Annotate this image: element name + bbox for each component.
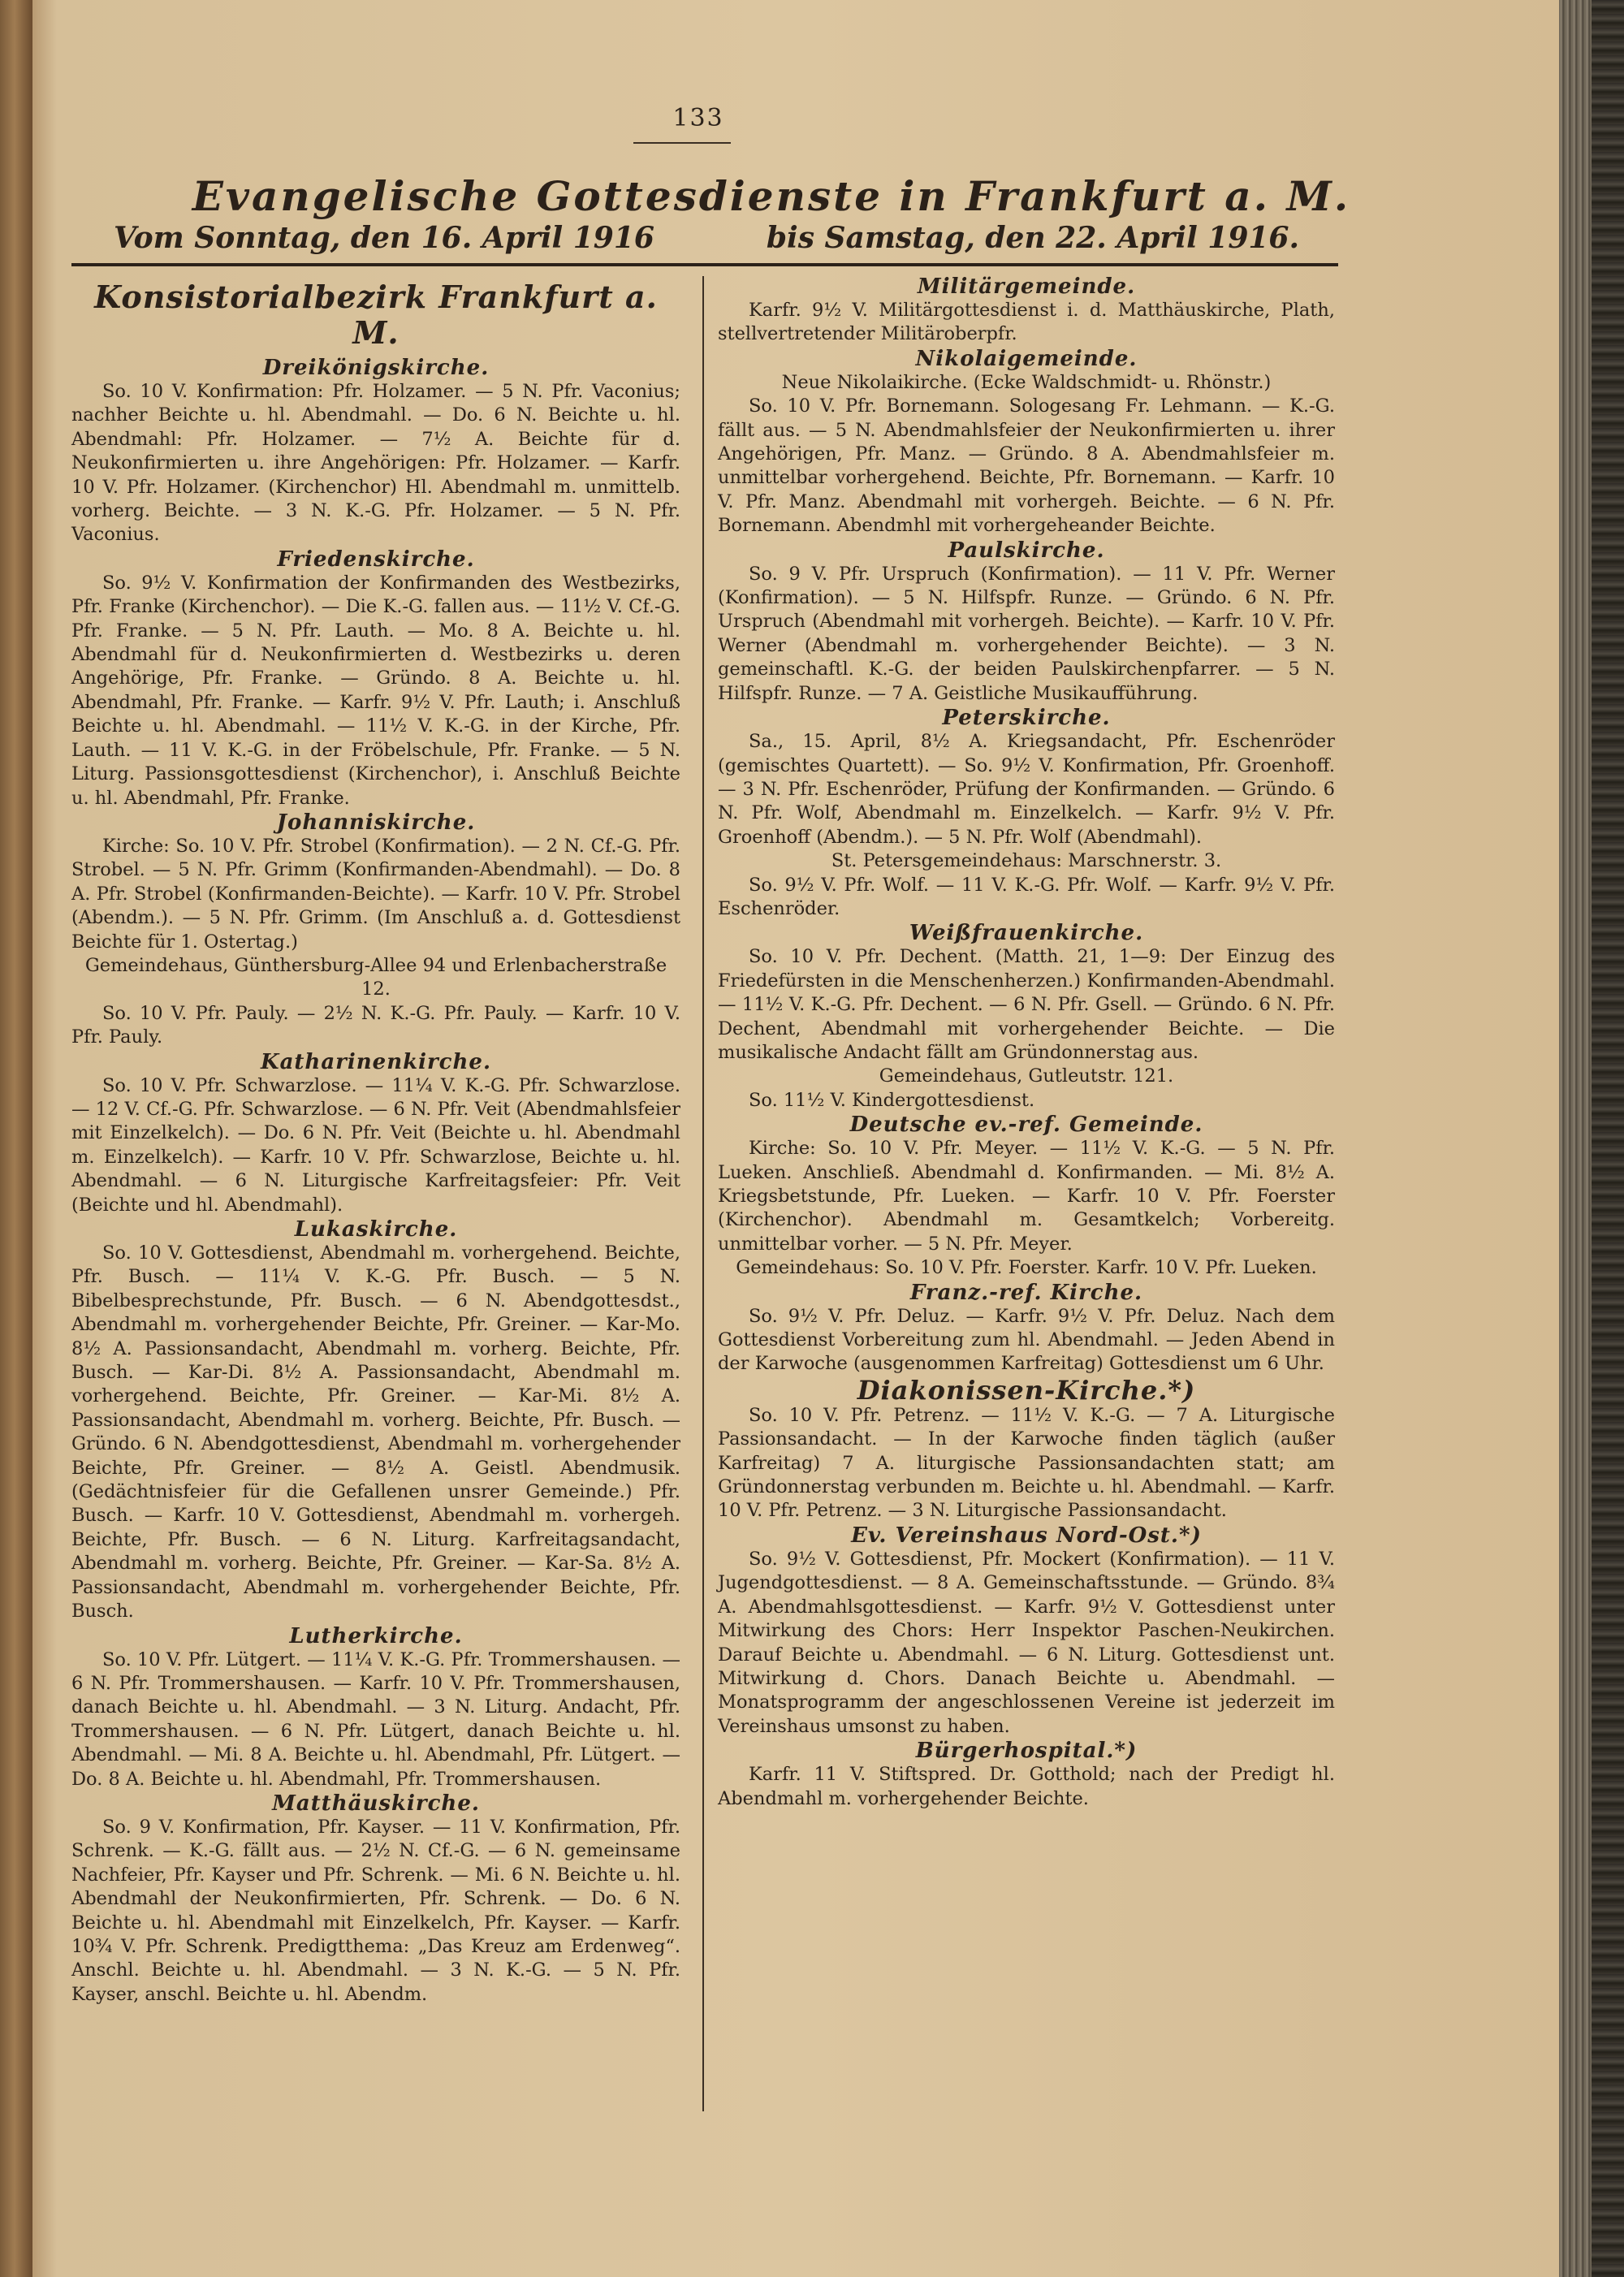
section-paragraph: Gemeindehaus, Gutleutstr. 121.	[879, 1065, 1174, 1087]
date-range	[114, 221, 1299, 261]
page-title: Evangelische Gottesdienste in Frankfurt a. M.	[192, 172, 1351, 220]
section-paragraph: So. 10 V. Pfr. Lütgert. — 11¼ V. K.-G. Pfr. Trommershausen. — 6 N. Pfr. Trommershausen. — Karfr. 10 V. Pfr. Trommershausen, danach Beichte u. hl. Abendmahl. — 3 N. Liturg. Andacht, Pfr. Trommershausen. — 6 N. Pfr. Lütgert, danach Beichte u. hl. Abendmahl. — Mi. 8 A. Beichte u. hl. Abendmahl, Pfr. Lütgert. — Do. 8 A. Beichte u. hl. Abendmahl, Pfr. Trommershausen.	[71, 1648, 680, 1790]
bezirk-heading: Konsistorialbezirk Frankfurt a. M.	[94, 279, 658, 351]
section-heading: Bürgerhospital.*)	[915, 1739, 1138, 1764]
section-paragraph: Kirche: So. 10 V. Pfr. Meyer. — 11½ V. K.-G. — 5 N. Pfr. Lueken. Anschließ. Abendmahl d. Konfirmanden. — Mi. 8½ A. Kriegsbetstunde, Pfr. Lueken. — Karfr. 10 V. Pfr. Foerster (Kirchenchor). Abendmahl m. Gesamtkelch; Vorbereitg. unmittelbar vorher. — 5 N. Pfr. Meyer.	[718, 1138, 1335, 1255]
section-dreiko-nigskirche	[71, 356, 680, 547]
section-lukaskirche	[71, 1217, 680, 1624]
section-heading: Deutsche ev.-ref. Gemeinde.	[849, 1113, 1203, 1138]
section-milita-rgemeinde	[718, 274, 1335, 347]
section-paragraph: So. 10 V. Pfr. Petrenz. — 11½ V. K.-G. — 7 A. Liturgische Passionsandacht. — In der Karwoche finden täglich (außer Karfreitag) 7 A. liturgische Passionsandachten statt; am Gründonnerstag verbunden m. Beichte u. hl. Abendmahl. — Karfr. 10 V. Pfr. Petrenz. — 3 N. Liturgische Passionsandacht.	[718, 1404, 1335, 1522]
page-number: 133	[672, 104, 724, 132]
section-paragraph: So. 10 V. Pfr. Schwarzlose. — 11¼ V. K.-G. Pfr. Schwarzlose. — 12 V. Cf.-G. Pfr. Schwarzlose. — 6 N. Pfr. Veit (Abendmahlsfeier mit Einzelkelch). — Do. 6 N. Pfr. Veit (Beichte u. hl. Abendmahl m. Einzelkelch). — Karfr. 10 V. Pfr. Schwarzlose, Beichte u. hl. Abendmahl. — 6 N. Liturgische Karfreitagsfeier: Pfr. Veit (Beichte und hl. Abendmahl).	[71, 1074, 680, 1216]
section-heading: Johanniskirche.	[276, 810, 476, 835]
section-heading: Friedenskirche.	[277, 547, 475, 572]
section-paragraph: Sa., 15. April, 8½ A. Kriegsandacht, Pfr. Eschenröder (gemischtes Quartett). — So. 9½ V. Konfirmation, Pfr. Groenhoff. — 3 N. Pfr. Eschenröder, Prüfung der Konfirmanden. — Gründo. 6 N. Pfr. Wolf, Abendmahl m. Einzelkelch. — Karfr. 9½ V. Pfr. Groenhoff (Abendm.). — 5 N. Pfr. Wolf (Abendmahl).	[718, 731, 1335, 848]
section-heading: Dreikönigskirche.	[262, 356, 490, 380]
section-heading: Ev. Vereinshaus Nord-Ost.*)	[851, 1523, 1202, 1548]
column-separator	[702, 276, 704, 2111]
left-column	[71, 274, 680, 2007]
section-paragraph: St. Petersgemeindehaus: Marschnerstr. 3.	[831, 850, 1222, 872]
section-paragraph: So. 9½ V. Pfr. Deluz. — Karfr. 9½ V. Pfr. Deluz. Nach dem Gottesdienst Vorbereitung zum hl. Abendmahl. — Jeden Abend in der Karwoche (ausgenommen Karfreitag) Gottesdienst um 6 Uhr.	[718, 1305, 1335, 1375]
section-paragraph: So. 10 V. Gottesdienst, Abendmahl m. vorhergehend. Beichte, Pfr. Busch. — 11¼ V. K.-G. Pfr. Busch. — 5 N. Bibelbesprechstunde, Pfr. Busch. — 6 N. Abendgottesdst., Abendmahl m. vorhergehender Beichte, Pfr. Greiner. — Kar-Mo. 8½ A. Passionsandacht, Abendmahl m. vorherg. Beichte, Pfr. Busch. — Kar-Di. 8½ A. Passionsandacht, Abendmahl m. vorhergehend. Beichte, Pfr. Greiner. — Kar-Mi. 8½ A. Passionsandacht, Abendmahl m. vorherg. Beichte, Pfr. Busch. — Gründo. 6 N. Abendgottesdienst, Abendmahl m. vorhergehender Beichte, Pfr. Greiner. — 8½ A. Geistl. Abendmusik. (Gedächtnisfeier für die Gefallenen unsrer Gemeinde.) Pfr. Busch. — Karfr. 10 V. Gottesdienst, Abendmahl m. vorhergeh. Beichte, Pfr. Busch. — 6 N. Liturg. Karfreitagsandacht, Abendmahl m. vorherg. Beichte, Pfr. Greiner. — Kar-Sa. 8½ A. Passionsandacht, Abendmahl m. vorhergehender Beichte, Pfr. Busch.	[71, 1242, 680, 1622]
header-rule	[71, 263, 1338, 266]
section-wei-frauenkirche	[718, 921, 1335, 1113]
section-franz-ref-kirche	[718, 1281, 1335, 1376]
section-paragraph: So. 9½ V. Pfr. Wolf. — 11 V. K.-G. Pfr. Wolf. — Karfr. 9½ V. Pfr. Eschenröder.	[718, 874, 1335, 919]
section-paragraph: Gemeindehaus, Günthersburg-Allee 94 und Erlenbacherstraße 12.	[84, 954, 667, 1000]
section-paragraph: Neue Nikolaikirche. (Ecke Waldschmidt- u. Rhönstr.)	[781, 371, 1272, 393]
right-sections	[718, 274, 1335, 1811]
section-heading: Weißfrauenkirche.	[909, 921, 1144, 946]
section-heading: Nikolaigemeinde.	[915, 346, 1138, 371]
section-heading: Lukaskirche.	[294, 1217, 458, 1242]
section-paragraph: So. 9 V. Pfr. Urspruch (Konfirmation). — 11 V. Pfr. Werner (Konfirmation). — 5 N. Hilfspfr. Runze. — Gründo. 6 N. Pfr. Urspruch (Abendmahl mit vorhergeh. Beichte). — Karfr. 10 V. Pfr. Werner (Abendmahl m. vorhergehender Beichte). — 3 N. gemeinschaftl. K.-G. der beiden Paulskirchenpfarrer. — 5 N. Hilfspfr. Runze. — 7 A. Geistliche Musikaufführung.	[718, 563, 1335, 704]
section-heading: Peterskirche.	[942, 706, 1111, 731]
section-paragraph: So. 10 V. Pfr. Bornemann. Sologesang Fr. Lehmann. — K.-G. fällt aus. — 5 N. Abendmahlsfeier der Neukonfirmierten u. ihrer Angehörigen, Pfr. Manz. — Gründo. 8 A. Abendmahlsfeier m. unmittelbar vorhergehend. Beichte, Pfr. Bornemann. — Karfr. 10 V. Pfr. Manz. Abendmahl mit vorhergeh. Beichte. — 6 N. Pfr. Bornemann. Abendmhl mit vorhergeheander Beichte.	[718, 395, 1335, 537]
left-sections	[71, 356, 680, 2007]
section-nikolaigemeinde	[718, 347, 1335, 538]
section-peterskirche	[718, 706, 1335, 921]
date-from: Vom Sonntag, den 16. April 1916	[114, 221, 654, 255]
section-katharinenkirche	[71, 1050, 680, 1217]
section-paragraph: Karfr. 9½ V. Militärgottesdienst i. d. Matthäuskirche, Plath, stellvertretender Militäroberpfr.	[718, 300, 1335, 345]
section-paragraph: So. 10 V. Pfr. Dechent. (Matth. 21, 1—9: Der Einzug des Friedefürsten in die Menschenherzen.) Konfirmanden-Abendmahl. — 11½ V. K.-G. Pfr. Dechent. — 6 N. Pfr. Gsell. — Gründo. 6 N. Pfr. Dechent, Abendmahl mit vorhergehender Beichte. — Die musikalische Andacht fällt am Gründonnerstag aus.	[718, 946, 1335, 1063]
section-paragraph: So. 10 V. Pfr. Pauly. — 2½ N. K.-G. Pfr. Pauly. — Karfr. 10 V. Pfr. Pauly.	[71, 1002, 680, 1048]
section-paragraph: So. 9 V. Konfirmation, Pfr. Kayser. — 11 V. Konfirmation, Pfr. Schrenk. — K.-G. fällt aus. — 2½ N. Cf.-G. — 6 N. gemeinsame Nachfeier, Pfr. Kayser und Pfr. Schrenk. — Mi. 6 N. Beichte u. hl. Abendmahl der Neukonfirmierten, Pfr. Schrenk. — Do. 6 N. Beichte u. hl. Abendmahl mit Einzelkelch, Pfr. Kayser. — Karfr. 10¾ V. Pfr. Schrenk. Predigtthema: „Das Kreuz am Erdenweg“. Anschl. Beichte u. hl. Abendmahl. — 3 N. K.-G. — 5 N. Pfr. Kayser, anschl. Beichte u. hl. Abendm.	[71, 1816, 680, 2005]
section-mattha-uskirche	[71, 1791, 680, 2007]
section-diakonissen-kirche	[718, 1376, 1335, 1523]
section-heading: Militärgemeinde.	[917, 274, 1136, 299]
section-deutsche-ev-ref-gemeinde	[718, 1113, 1335, 1280]
section-heading: Diakonissen-Kirche.*)	[857, 1374, 1196, 1406]
right-column	[718, 274, 1335, 1811]
section-paragraph: So. 9½ V. Gottesdienst, Pfr. Mockert (Konfirmation). — 11 V. Jugendgottesdienst. — 8 A. Gemeinschaftsstunde. — Gründo. 8¾ A. Abendmahlsgottesdienst. — Karfr. 9½ V. Gottesdienst unter Mitwirkung des Chors: Herr Inspektor Paschen-Neukirchen. Darauf Beichte u. Abendmahl. — 6 N. Liturg. Gottesdienst unt. Mitwirkung d. Chors. Danach Beichte u. Abendmahl. — Monatsprogramm der angeschlossenen Vereine ist jederzeit im Vereinshaus umsonst zu haben.	[718, 1548, 1335, 1737]
book-edge	[1559, 0, 1624, 2277]
left-page-edge	[0, 0, 32, 2277]
section-friedenskirche	[71, 547, 680, 810]
section-paragraph: So. 10 V. Konfirmation: Pfr. Holzamer. — 5 N. Pfr. Vaconius; nachher Beichte u. hl. Abendmahl. — Do. 6 N. Beichte u. hl. Abendmahl: Pfr. Holzamer. — 7½ A. Beichte für d. Neukonfirmierten u. ihre Angehörigen: Pfr. Holzamer. — Karfr. 10 V. Pfr. Holzamer. (Kirchenchor) Hl. Abendmahl m. unmittelb. vorherg. Beichte. — 3 N. K.-G. Pfr. Holzamer. — 5 N. Pfr. Vaconius.	[71, 381, 680, 546]
section-heading: Franz.-ref. Kirche.	[909, 1280, 1143, 1305]
section-paragraph: Karfr. 11 V. Stiftspred. Dr. Gotthold; nach der Predigt hl. Abendmahl m. vorhergehender Beichte.	[718, 1764, 1335, 1809]
section-paragraph: Kirche: So. 10 V. Pfr. Strobel (Konfirmation). — 2 N. Cf.-G. Pfr. Strobel. — 5 N. Pfr. Grimm (Konfirmanden-Abendmahl). — Do. 8 A. Pfr. Strobel (Konfirmanden-Beichte). — Karfr. 10 V. Pfr. Strobel (Abendm.). — 5 N. Pfr. Grimm. (Im Anschluß a. d. Gottesdienst Beichte für 1. Ostertag.)	[71, 835, 680, 953]
section-heading: Katharinenkirche.	[260, 1049, 492, 1074]
section-heading: Matthäuskirche.	[272, 1791, 480, 1816]
section-heading: Paulskirche.	[948, 538, 1105, 563]
section-paulskirche	[718, 538, 1335, 706]
page-number-rule	[633, 142, 731, 144]
section-ev-vereinshaus-nord-ost	[718, 1523, 1335, 1739]
section-lutherkirche	[71, 1624, 680, 1791]
date-to: bis Samstag, den 22. April 1916.	[766, 221, 1299, 255]
section-heading: Lutherkirche.	[289, 1623, 463, 1648]
section-paragraph: So. 9½ V. Konfirmation der Konfirmanden des Westbezirks, Pfr. Franke (Kirchenchor). — Die K.-G. fallen aus. — 11½ V. Cf.-G. Pfr. Franke. — 5 N. Pfr. Lauth. — Mo. 8 A. Beichte u. hl. Abendmahl für d. Neukonfirmierten d. Westbezirks u. deren Angehörige, Pfr. Franke. — Gründo. 8 A. Beichte u. hl. Abendmahl, Pfr. Franke. — Karfr. 9½ V. Pfr. Lauth; i. Anschluß Beichte u. hl. Abendmahl. — 11½ V. K.-G. in der Kirche, Pfr. Lauth. — 11 V. K.-G. in der Fröbelschule, Pfr. Franke. — 5 N. Liturg. Passionsgottesdienst (Kirchenchor), i. Anschluß Beichte u. hl. Abendmahl, Pfr. Franke.	[71, 572, 680, 809]
section-johanniskirche	[71, 810, 680, 1050]
section-bu-rgerhospital	[718, 1739, 1335, 1811]
section-paragraph: So. 11½ V. Kindergottesdienst.	[749, 1089, 1035, 1111]
section-paragraph: Gemeindehaus: So. 10 V. Pfr. Foerster. Karfr. 10 V. Pfr. Lueken.	[736, 1257, 1317, 1279]
